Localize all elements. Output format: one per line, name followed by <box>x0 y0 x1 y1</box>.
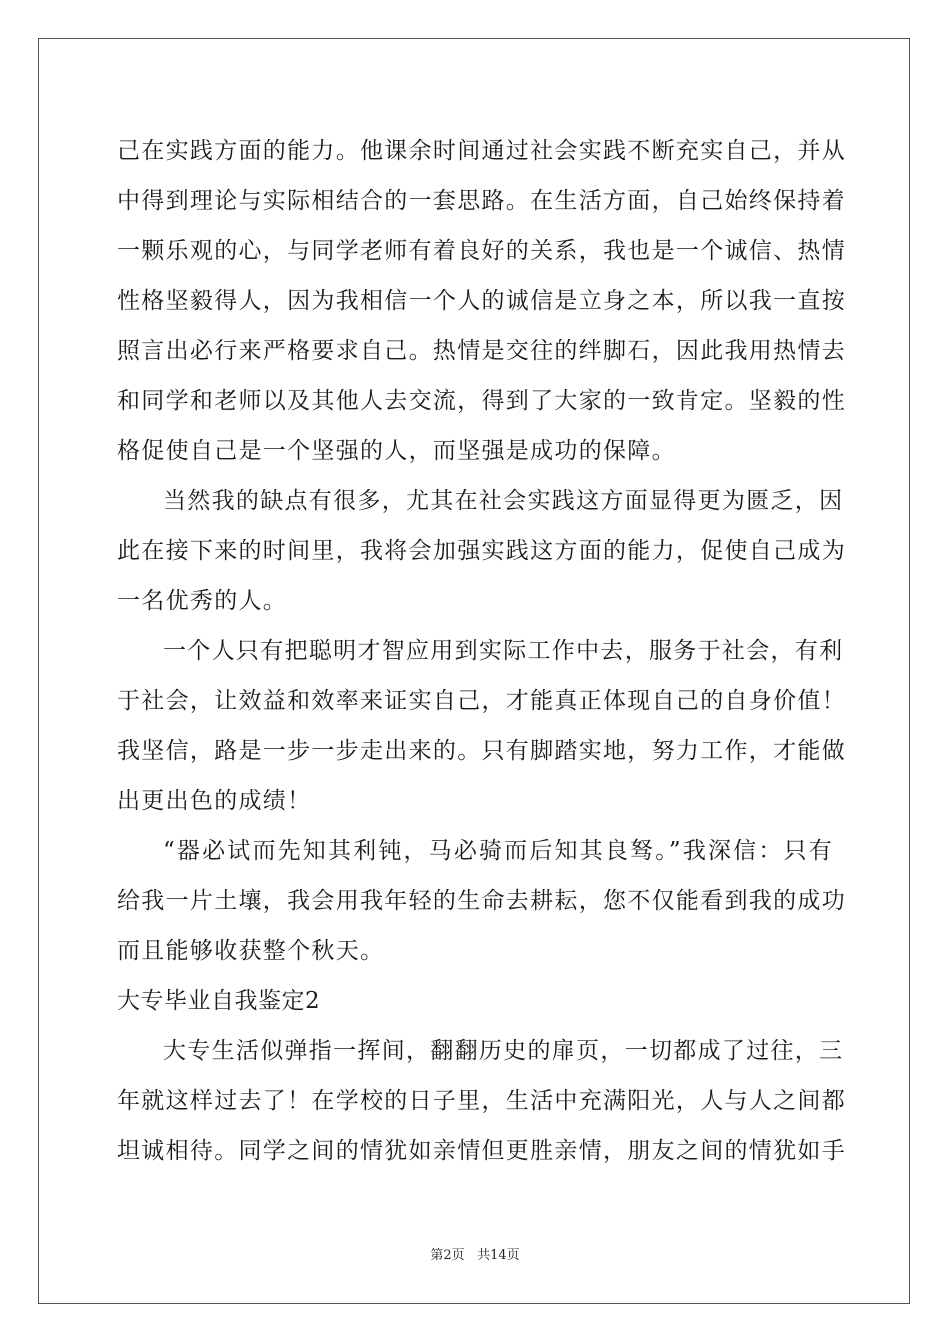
text-line: 和同学和老师以及其他人去交流，得到了大家的一致肯定。坚毅的性 <box>117 388 846 414</box>
text-line: 给我一片土壤，我会用我年轻的生命去耕耘，您不仅能看到我的成功 <box>117 888 846 914</box>
text-line: 格促使自己是一个坚强的人，而坚强是成功的保障。 <box>117 438 676 464</box>
text-line: 中得到理论与实际相结合的一套思路。在生活方面，自己始终保持着 <box>117 188 846 214</box>
paragraph-first-line: 大专生活似弹指一挥间，翻翻历史的扉页，一切都成了过往，三 <box>163 1038 844 1064</box>
paragraph-first-line: 当然我的缺点有很多，尤其在社会实践这方面显得更为匮乏，因 <box>163 488 844 514</box>
paragraph-first-line: “器必试而先知其利钝，马必骑而后知其良驽。”我深信：只有 <box>163 838 833 864</box>
page-total: 共14页 <box>477 1248 520 1263</box>
text-line: 年就这样过去了！在学校的日子里，生活中充满阳光，人与人之间都 <box>117 1088 846 1114</box>
text-line: 一颗乐观的心，与同学老师有着良好的关系，我也是一个诚信、热情 <box>117 238 846 264</box>
text-line: 我坚信，路是一步一步走出来的。只有脚踏实地，努力工作，才能做 <box>117 738 846 764</box>
page-footer <box>0 1244 950 1263</box>
section-heading: 大专毕业自我鉴定2 <box>117 988 321 1014</box>
paragraph-first-line: 一个人只有把聪明才智应用到实际工作中去，服务于社会，有利 <box>163 638 844 664</box>
text-line: 此在接下来的时间里，我将会加强实践这方面的能力，促使自己成为 <box>117 538 846 564</box>
text-line: 于社会，让效益和效率来证实自己，才能真正体现自己的自身价值！ <box>117 688 846 714</box>
text-line: 一名优秀的人。 <box>117 588 288 614</box>
document-body <box>117 126 846 1176</box>
page-number: 第2页 <box>430 1248 465 1263</box>
text-line: 性格坚毅得人，因为我相信一个人的诚信是立身之本，所以我一直按 <box>117 288 846 314</box>
text-line: 照言出必行来严格要求自己。热情是交往的绊脚石，因此我用热情去 <box>117 338 846 364</box>
text-line: 己在实践方面的能力。他课余时间通过社会实践不断充实自己，并从 <box>117 138 846 164</box>
text-line: 出更出色的成绩！ <box>117 788 312 814</box>
text-line: 坦诚相待。同学之间的情犹如亲情但更胜亲情，朋友之间的情犹如手 <box>117 1138 846 1164</box>
text-line: 而且能够收获整个秋天。 <box>117 938 385 964</box>
